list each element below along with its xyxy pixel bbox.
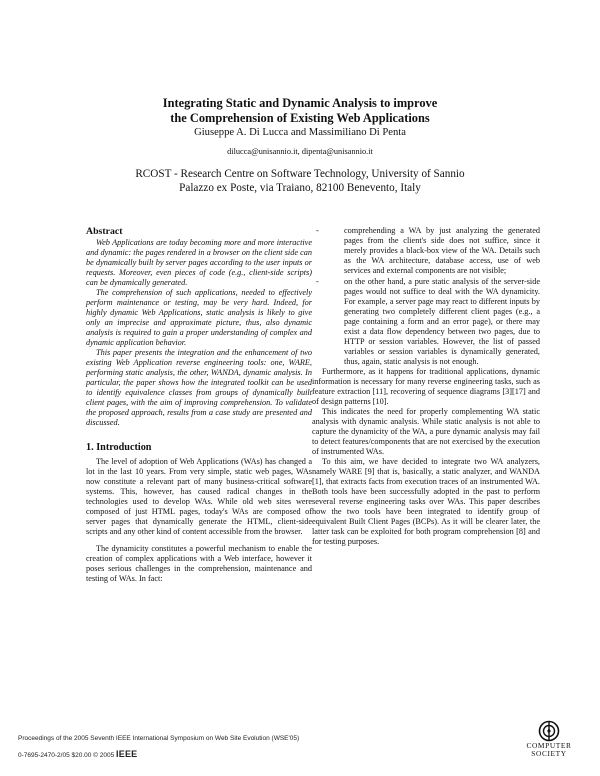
footer-proceedings: Proceedings of the 2005 Seventh IEEE International Symposium on Web Site Evolution (WSE'05) — [18, 735, 300, 742]
introduction-paragraph-2: The dynamicity constitutes a powerful mechanism to enable the creation of complex applications with a Web interface, however it poses serious challenges in the comprehension, maintenance and testing of WAs. In fact: — [86, 544, 312, 583]
abstract-section — [86, 226, 312, 428]
bullet-text-2: on the other hand, a pure static analysis of the server-side pages would not suffice to deal with the WA dynamicity. For example, a server page may react to different inputs by generating two completely different client pages (e.g., a page containing a form and an error page), or there may exist a data flow dependency between two pages, due to HTTP or session variables. However, the list of passed variables or session variables is dynamically generated, thus, again, static analysis is not enough. — [344, 277, 540, 366]
abstract-paragraph-2: The comprehension of such applications, needed to effectively perform maintenance or testing, may be very hard. Indeed, for highly dynamic Web Applications, static analysis is likely to give only an imprecise and approximate picture, thus, also dynamic analysis is required to gain a proper understanding of complex and dynamic application behavior. — [86, 288, 312, 347]
bullet-text-1: comprehending a WA by just analyzing the generated pages from the client's side does not suffice, since it merely provides a black-box view of the WA. Details such as the WA architecture, database access, use of web services and external components are not visible; — [344, 226, 540, 275]
introduction-heading: 1. Introduction — [86, 442, 152, 453]
right-paragraph-3: To this aim, we have decided to integrate two WA analyzers, namely WARE [9] that is, basically, a static analyzer, and WANDA [1], that extracts facts from execution traces of an instrumented WA. Both tools have been successfully adopted in the past to perform several reverse engineering tasks over WAs. This paper describes how the two tools have been integrated to identify group of equivalent Built Client Pages (BCPs). As it will be clearer later, the latter task can be exploited for both program comprehension [8] and for testing purposes. — [312, 457, 540, 546]
right-paragraph-1: Furthermore, as it happens for traditional applications, dynamic information is necessary for many reverse engineering tasks, such as feature extraction [11], recovering of sequence diagrams [3][17] and of design patterns [10]. — [312, 367, 540, 406]
computer-society-emblem-icon — [538, 720, 560, 742]
bullet-dash: - — [316, 226, 319, 235]
bullet-list — [312, 226, 540, 367]
abstract-paragraph-1: Web Applications are today becoming more and more interactive and dynamic: the pages rendered in a browser on the client side can be dynamically built by server pages according to the user inputs or requests. Moreover, even pieces of code (e.g., client-side scripts) can be dynamically generated. — [86, 238, 312, 287]
ieee-logo-text: IEEE — [116, 749, 138, 759]
logo-text-computer: COMPUTER — [526, 741, 572, 750]
abstract-paragraph-3: This paper presents the integration and the enhancement of two existing Web Application reverse engineering tools: one, WARE, performing static analysis, the other, WANDA, dynamic analysis. In particular, the paper shows how the integrated toolkit can be used to identify equivalence classes from groups of dynamically built client pages, with the aim of improving comprehension. To validate the proposed approach, results from a case study are presented and discussed. — [86, 348, 312, 427]
affiliation-line-1: RCOST - Research Centre on Software Technology, University of Sannio — [135, 168, 465, 180]
computer-society-logo — [518, 720, 580, 768]
title-block — [0, 96, 600, 195]
abstract-heading: Abstract — [86, 226, 123, 237]
list-item — [312, 277, 540, 367]
footer-isbn: 0-7695-2470-2/05 $20.00 © 2005 — [18, 752, 115, 759]
left-column — [86, 226, 312, 584]
paper-title-line-1: Integrating Static and Dynamic Analysis to improve — [162, 96, 438, 110]
footer-isbn-line — [18, 749, 137, 759]
authors: Giuseppe A. Di Lucca and Massimiliano Di Penta — [194, 127, 406, 138]
affiliation-line-2: Palazzo ex Poste, via Traiano, 82100 Benevento, Italy — [179, 182, 421, 194]
right-paragraph-2: This indicates the need for properly complementing WA static analysis with dynamic analysis. While static analysis is not able to capture the dynamicity of the WA, a pure dynamic analysis may fail to detect features/components that are not exercised by the execution of instrumented WAs. — [312, 407, 540, 456]
author-emails: dilucca@unisannio.it, dipenta@unisannio.it — [227, 147, 373, 156]
introduction-paragraph-1: The level of adoption of Web Applications (WAs) has changed a lot in the last 10 years. From very simple, static web pages, WAs now constitute a relevant part of many business-critical software systems. This, however, has caused radical changes in the technologies used to develop WAs. While old web sites were composed of just HTML pages, today's WAs are composed of server pages that dynamically generate the HTML, client-side scripts and any other kind of content accessible from the browser. — [86, 457, 312, 536]
bullet-dash: - — [316, 277, 319, 286]
list-item — [312, 226, 540, 276]
right-column — [312, 226, 540, 547]
paper-title-line-2: the Comprehension of Existing Web Applications — [170, 111, 430, 125]
logo-text-society: SOCIETY — [531, 749, 567, 758]
